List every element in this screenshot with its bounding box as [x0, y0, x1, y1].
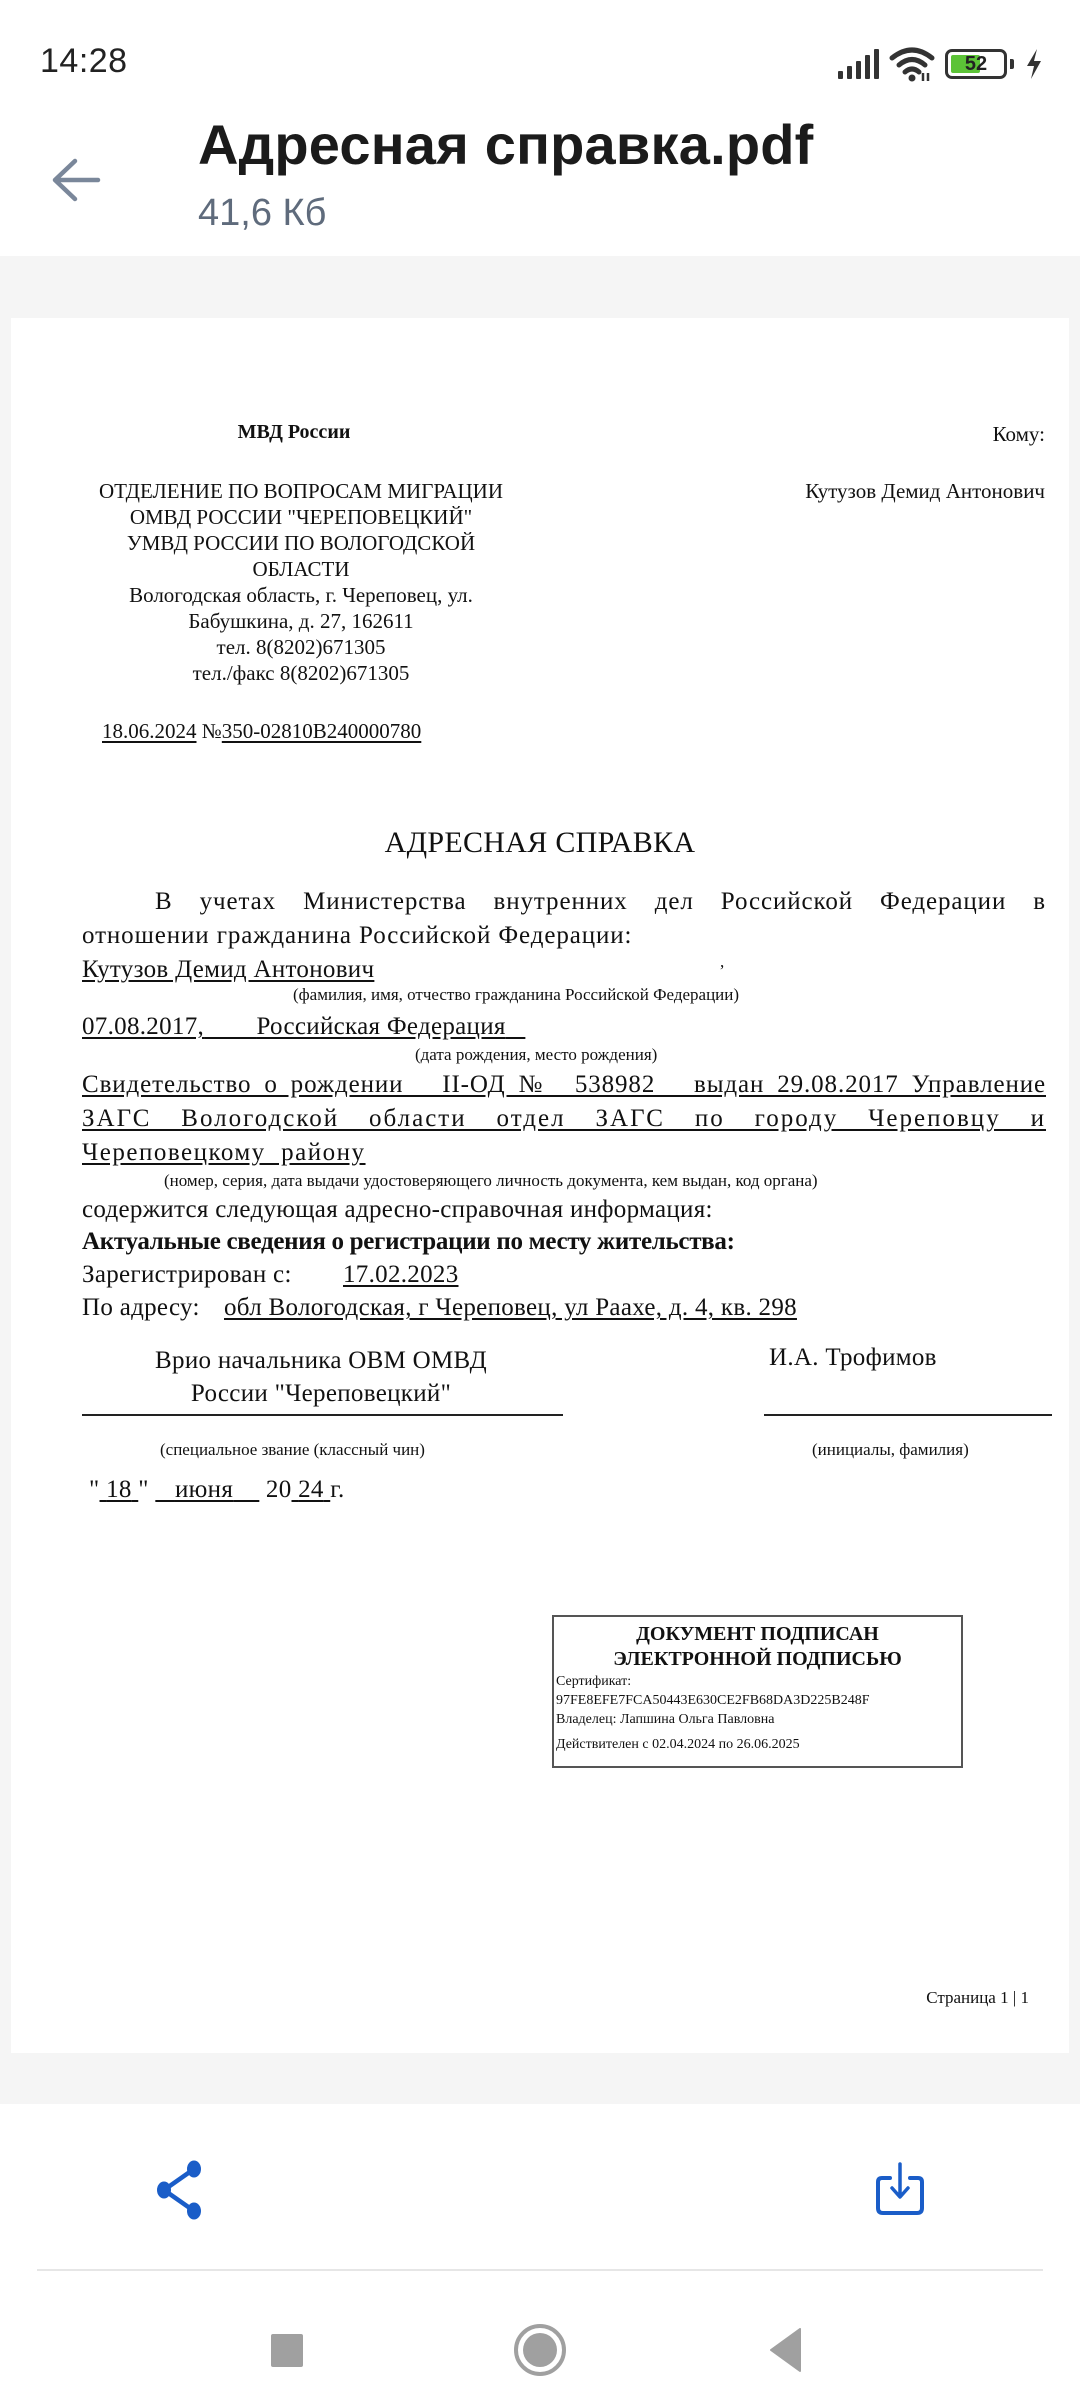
to-name: Кутузов Демид Антонович	[805, 479, 1045, 503]
date-century: 20	[265, 1476, 292, 1503]
birth-line	[82, 1013, 590, 1041]
ref-number: 350-02810В240000780	[221, 719, 422, 743]
stamp-title-1: ДОКУМЕНТ ПОДПИСАН	[636, 1623, 879, 1645]
org-block	[58, 478, 544, 686]
name-signature-line	[764, 1414, 1052, 1416]
recents-square-icon	[269, 2332, 305, 2368]
date-day: 18	[106, 1476, 132, 1503]
page-number: Страница 1 | 1	[926, 1988, 1029, 2007]
org-line: ОБЛАСТИ	[252, 557, 350, 581]
back-button[interactable]	[40, 148, 112, 212]
org-line: Вологодская область, г. Череповец, ул.	[129, 583, 473, 607]
ref-date: 18.06.2024	[102, 719, 197, 743]
org-line: Бабушкина, д. 27, 162611	[188, 609, 414, 633]
citizen-comma: ,	[720, 952, 725, 971]
battery-tip	[1010, 59, 1014, 69]
file-title: Адресная справка.pdf	[198, 113, 814, 176]
citizen-name: Кутузов Демид Антонович	[82, 956, 375, 983]
home-circle-icon	[512, 2322, 568, 2378]
ref-no-sign: №	[201, 719, 222, 743]
org-line: ОМВД РОССИИ "ЧЕРЕПОВЕЦКИЙ"	[129, 505, 473, 529]
id-doc-hint: (номер, серия, дата выдачи удостоверяющего личность документа, кем выдан, код органа)	[164, 1171, 818, 1190]
org-top: МВД России	[237, 421, 351, 443]
arrow-left-icon	[51, 158, 101, 202]
pdf-page	[11, 318, 1069, 2053]
org-line: тел. 8(8202)671305	[216, 635, 386, 659]
sign-date	[89, 1476, 345, 1504]
birth-place: Российская Федерация	[256, 1013, 506, 1040]
date-year: 24	[298, 1476, 324, 1503]
signer-hint: (инициалы, фамилия)	[812, 1440, 969, 1459]
position-block	[82, 1344, 560, 1410]
stamp-owner: Владелец: Лапшина Ольга Павловна	[556, 1712, 775, 1727]
download-button[interactable]	[860, 2150, 940, 2230]
citizen-hint: (фамилия, имя, отчество гражданина Российской Федерации)	[293, 985, 740, 1004]
contains-text: содержится следующая адресно-справочная информация:	[82, 1196, 713, 1223]
divider	[37, 2269, 1043, 2271]
date-month: июня	[174, 1476, 234, 1503]
id-doc-line-2: ЗАГС Вологодской области отдел ЗАГС по городу Череповцу и	[82, 1105, 1046, 1132]
actual-heading: Актуальные сведения о регистрации по месту жительства:	[82, 1228, 735, 1255]
battery-icon	[945, 49, 1007, 79]
date-quote-close: "	[138, 1476, 149, 1503]
signal-icon	[838, 49, 879, 79]
share-icon	[150, 2159, 210, 2221]
charging-icon	[1024, 48, 1044, 80]
org-line: ОТДЕЛЕНИЕ ПО ВОПРОСАМ МИГРАЦИИ	[99, 479, 503, 503]
registered-label: Зарегистрирован с:	[82, 1261, 292, 1288]
status-time: 14:28	[40, 42, 128, 80]
birth-date: 07.08.2017,	[82, 1013, 205, 1040]
position-line-1: Врио начальника ОВМ ОМВД	[155, 1347, 487, 1374]
intro-line-2: отношении гражданина Российской Федерации:	[82, 922, 633, 949]
battery-percent: 52	[964, 52, 988, 75]
address-value: обл Вологодская, г Череповец, ул Раахе, д. 4, кв. 298	[224, 1294, 797, 1321]
registered-date: 17.02.2023	[343, 1261, 459, 1288]
document-title: АДРЕСНАЯ СПРАВКА	[384, 826, 696, 859]
stamp-cert-label: Сертификат:	[556, 1674, 632, 1689]
position-hint: (специальное звание (классный чин)	[160, 1440, 425, 1459]
file-size: 41,6 Кб	[198, 192, 327, 234]
to-label: Кому:	[992, 422, 1045, 446]
home-button[interactable]	[500, 2310, 580, 2390]
position-line-2: России "Череповецкий"	[190, 1380, 452, 1407]
nav-back-button[interactable]	[746, 2310, 826, 2390]
e-signature-stamp	[552, 1615, 963, 1768]
org-line: УМВД РОССИИ ПО ВОЛОГОДСКОЙ	[126, 531, 476, 555]
wifi-icon	[889, 46, 935, 82]
date-suffix: г.	[330, 1476, 345, 1503]
stamp-cert-value: 97FE8EFE7FCA50443E630CE2FB68DA3D225B248F	[556, 1693, 870, 1708]
org-line: тел./факс 8(8202)671305	[192, 661, 410, 685]
status-icons	[838, 44, 1044, 84]
date-quote-open: "	[89, 1476, 100, 1503]
share-button[interactable]	[140, 2150, 220, 2230]
pdf-viewer[interactable]	[0, 256, 1080, 2104]
birth-hint: (дата рождения, место рождения)	[415, 1045, 658, 1064]
stamp-valid: Действителен с 02.04.2024 по 26.06.2025	[556, 1737, 800, 1752]
address-label: По адресу:	[82, 1294, 200, 1321]
signer-name: И.А. Трофимов	[769, 1344, 937, 1371]
download-icon	[872, 2161, 928, 2219]
id-doc-line-3: Череповецкому району	[82, 1139, 366, 1166]
reference-line	[102, 718, 421, 744]
id-doc-line-1: Свидетельство о рождении II-ОД № 538982 выдан 29.08.2017 Управление	[82, 1071, 1046, 1098]
stamp-title-2: ЭЛЕКТРОННОЙ ПОДПИСЬЮ	[613, 1648, 902, 1670]
position-signature-line	[82, 1414, 563, 1416]
intro-line-1: В учетах Министерства внутренних дел Российской Федерации в	[155, 888, 1046, 915]
recents-button[interactable]	[247, 2310, 327, 2390]
back-triangle-icon	[768, 2328, 804, 2372]
